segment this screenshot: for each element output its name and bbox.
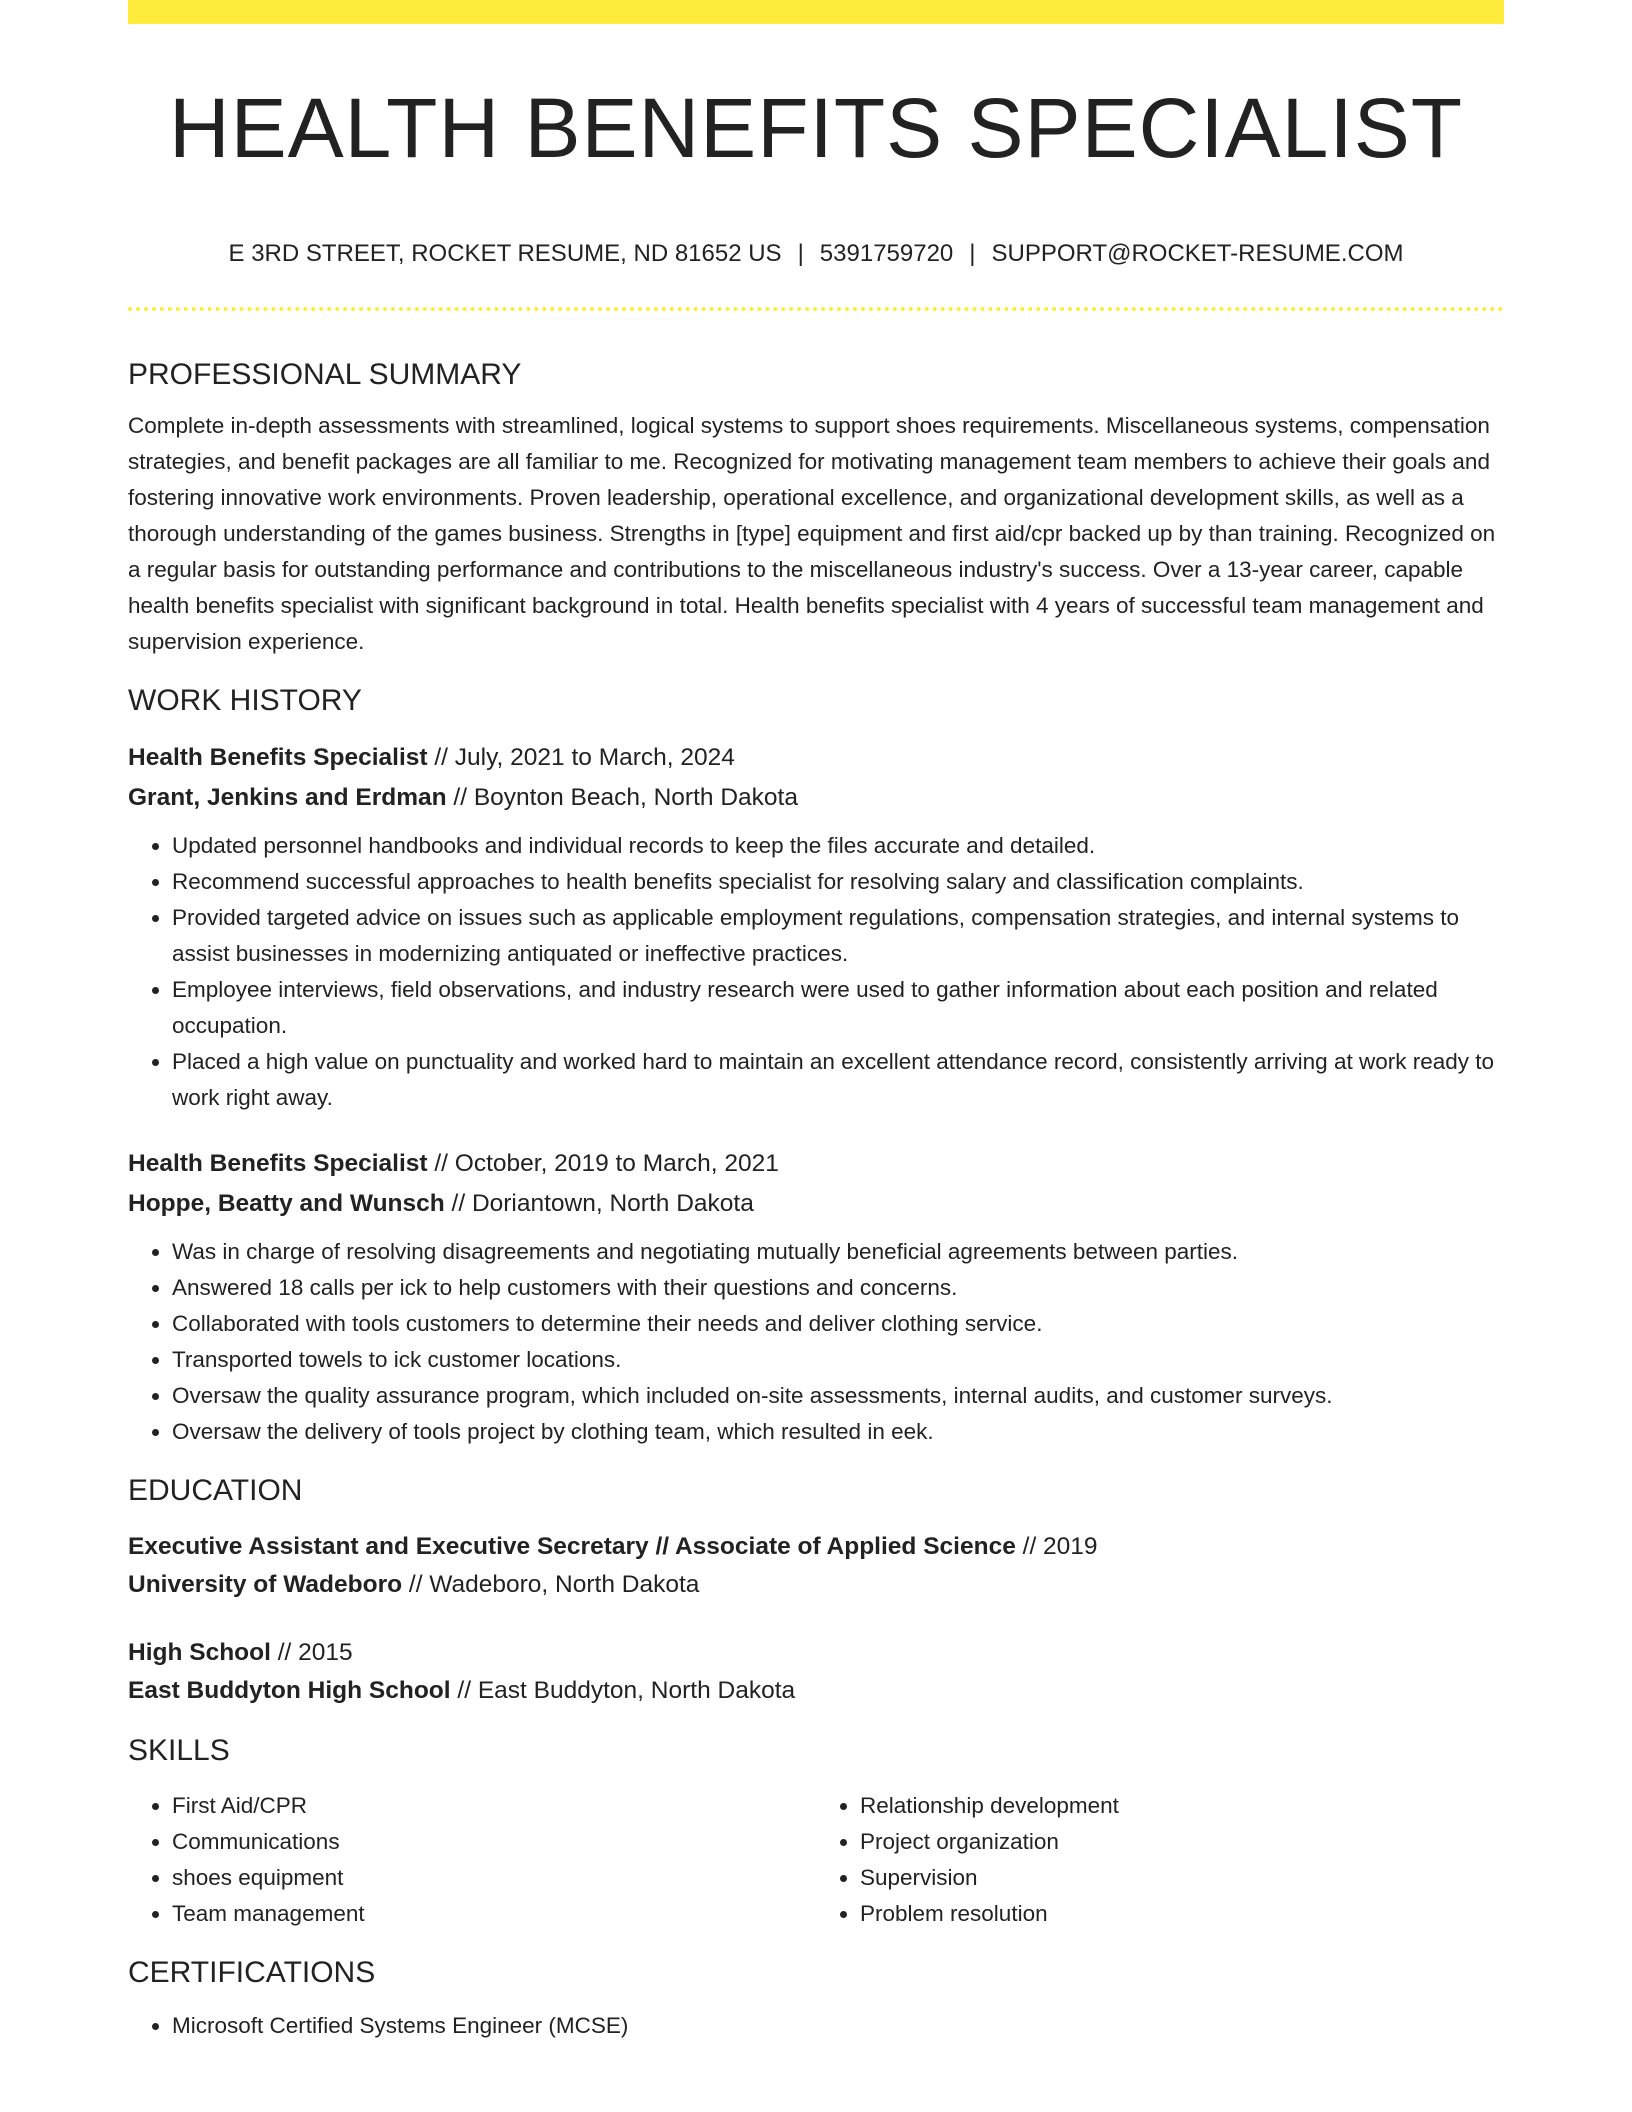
- education-entry: [128, 1634, 1504, 1710]
- list-item: • Answered 18 calls per ick to help customers with their questions and concerns.: [172, 1270, 1504, 1306]
- education-year: // 2019: [1015, 1533, 1098, 1560]
- list-item: • Relationship development: [860, 1788, 1504, 1824]
- job-company: Hoppe, Beatty and Wunsch: [128, 1190, 445, 1217]
- education-degree-line: [128, 1528, 1504, 1566]
- certifications-list: [128, 2008, 1504, 2044]
- job-dates: // July, 2021 to March, 2024: [427, 744, 735, 771]
- job-bullets: [128, 1234, 1504, 1450]
- top-accent-bar: [128, 0, 1504, 24]
- job-entry: [128, 738, 1504, 1116]
- skills-left-list: [128, 1788, 816, 1932]
- list-item: • Updated personnel handbooks and individual records to keep the files accurate and detailed.: [172, 828, 1504, 864]
- education-location: // Wadeboro, North Dakota: [402, 1571, 700, 1598]
- skills-columns: [128, 1788, 1504, 1932]
- education-school: East Buddyton High School: [128, 1677, 451, 1704]
- job-company-line: [128, 1184, 1504, 1224]
- job-company-line: [128, 778, 1504, 818]
- contact-line: [128, 236, 1504, 272]
- education-entry: [128, 1528, 1504, 1604]
- education-year: // 2015: [270, 1639, 353, 1666]
- education-school: University of Wadeboro: [128, 1571, 403, 1598]
- job-bullets: [128, 828, 1504, 1116]
- job-location: // Boynton Beach, North Dakota: [446, 784, 798, 811]
- education-title: EDUCATION: [128, 1474, 303, 1507]
- list-item: • Provided targeted advice on issues such as applicable employment regulations, compensation strategies, and internal systems to assist businesses in modernizing antiquated or ineffective practices.: [172, 900, 1504, 972]
- list-item: • Project organization: [860, 1824, 1504, 1860]
- skills-right-list: [816, 1788, 1504, 1932]
- education-section: [128, 1466, 1504, 1710]
- list-item: • Supervision: [860, 1860, 1504, 1896]
- list-item: • Transported towels to ick customer locations.: [172, 1342, 1504, 1378]
- list-item: • Recommend successful approaches to health benefits specialist for resolving salary and classification complaints.: [172, 864, 1504, 900]
- list-item: • Communications: [172, 1824, 816, 1860]
- summary-title: PROFESSIONAL SUMMARY: [128, 358, 522, 391]
- list-item: • Oversaw the delivery of tools project by clothing team, which resulted in eek.: [172, 1414, 1504, 1450]
- list-item: • Team management: [172, 1896, 816, 1932]
- certifications-section: [128, 1948, 1504, 2044]
- list-item: • shoes equipment: [172, 1860, 816, 1896]
- contact-email: SUPPORT@ROCKET-RESUME.COM: [991, 240, 1404, 267]
- summary-section: [128, 350, 1504, 660]
- list-item: • Collaborated with tools customers to determine their needs and deliver clothing service.: [172, 1306, 1504, 1342]
- education-degree: High School: [128, 1639, 271, 1666]
- job-role: Health Benefits Specialist: [128, 744, 428, 771]
- job-location: // Doriantown, North Dakota: [444, 1190, 754, 1217]
- job-company: Grant, Jenkins and Erdman: [128, 784, 447, 811]
- contact-phone: 5391759720: [819, 240, 954, 267]
- work-history-title: WORK HISTORY: [128, 684, 362, 717]
- work-history-section: [128, 676, 1504, 1450]
- list-item: • Placed a high value on punctuality and worked hard to maintain an excellent attendance record, consistently arriving at work ready to work right away.: [172, 1044, 1504, 1116]
- job-role: Health Benefits Specialist: [128, 1150, 428, 1177]
- list-item: • Problem resolution: [860, 1896, 1504, 1932]
- job-dates: // October, 2019 to March, 2021: [427, 1150, 779, 1177]
- education-degree-line: [128, 1634, 1504, 1672]
- list-item: • First Aid/CPR: [172, 1788, 816, 1824]
- education-school-line: [128, 1672, 1504, 1710]
- education-location: // East Buddyton, North Dakota: [450, 1677, 796, 1704]
- education-degree: Executive Assistant and Executive Secretary // Associate of Applied Science: [128, 1533, 1016, 1560]
- education-school-line: [128, 1566, 1504, 1604]
- job-entry: [128, 1144, 1504, 1450]
- list-item: • Oversaw the quality assurance program, which included on-site assessments, internal audits, and customer surveys.: [172, 1378, 1504, 1414]
- contact-separator: |: [969, 240, 976, 267]
- certifications-title: CERTIFICATIONS: [128, 1956, 376, 1989]
- resume-body: [128, 350, 1504, 2044]
- list-item: • Employee interviews, field observations, and industry research were used to gather information about each position and related occupation.: [172, 972, 1504, 1044]
- job-title-line: [128, 1144, 1504, 1184]
- skills-title: SKILLS: [128, 1734, 230, 1767]
- dotted-divider: [128, 307, 1504, 311]
- contact-separator: |: [797, 240, 804, 267]
- list-item: • Was in charge of resolving disagreements and negotiating mutually beneficial agreements between parties.: [172, 1234, 1504, 1270]
- resume-name: HEALTH BENEFITS SPECIALIST: [168, 81, 1464, 175]
- skills-section: [128, 1726, 1504, 1932]
- job-title-line: [128, 738, 1504, 778]
- summary-text: Complete in-depth assessments with streamlined, logical systems to support shoes requirements. Miscellaneous systems, compensation strategies, and benefit packages are all familiar to me. Recognized for motivating management team members to achieve their goals and fostering innovative work environments. Proven leadership, operational excellence, and organizational development skills, as well as a thorough understanding of the games business. Strengths in [type] equipment and first aid/cpr backed up by than training. Recognized on a regular basis for outstanding performance and contributions to the miscellaneous industry's success. Over a 13-year career, capable health benefits specialist with significant background in total. Health benefits specialist with 4 years of successful team management and supervision experience.: [128, 413, 1496, 654]
- contact-address: E 3RD STREET, ROCKET RESUME, ND 81652 US: [228, 240, 782, 267]
- list-item: • Microsoft Certified Systems Engineer (MCSE): [172, 2008, 1504, 2044]
